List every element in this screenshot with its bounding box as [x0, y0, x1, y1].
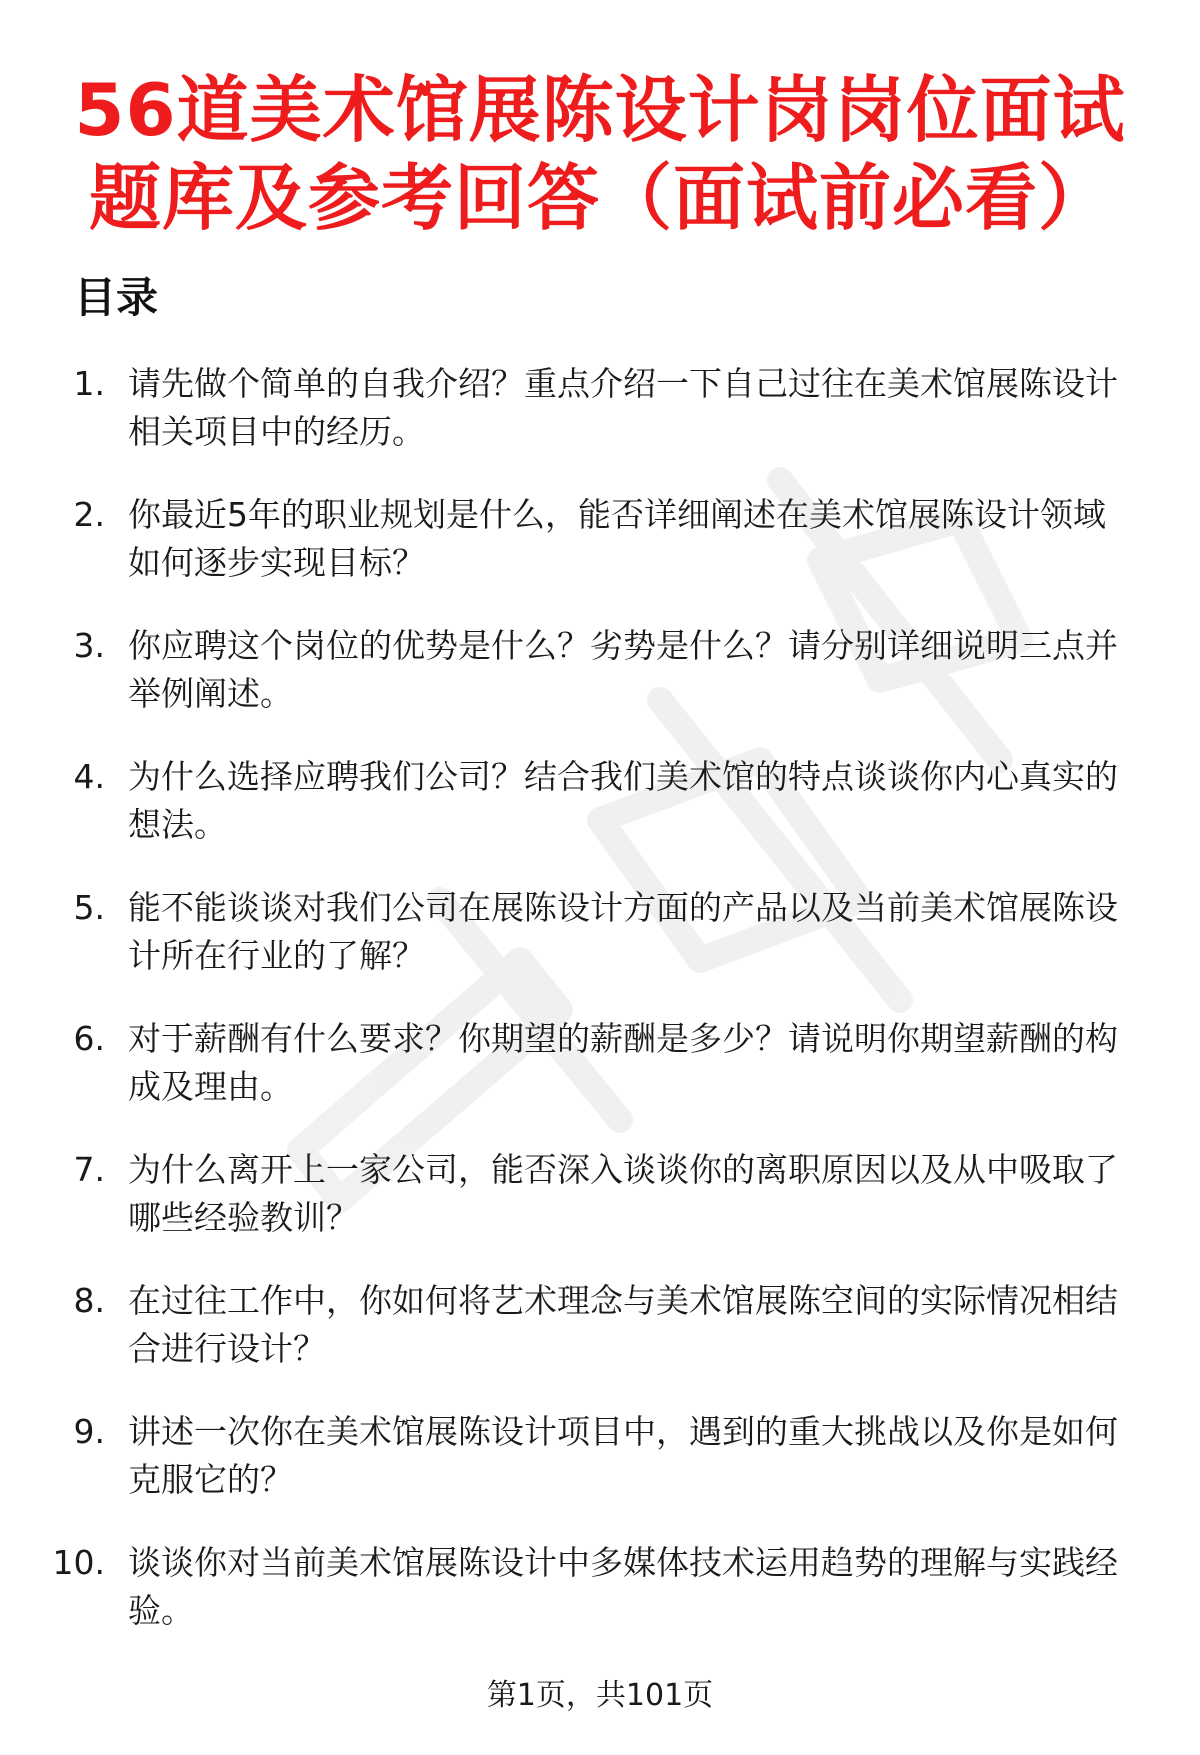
toc-item-1 — [0, 360, 1200, 491]
toc-heading: 目录 — [74, 273, 159, 322]
toc-list — [0, 360, 1200, 1670]
toc-item-text: 谈谈你对当前美术馆展陈设计中多媒体技术运用趋势的理解与实践经验。 — [128, 1543, 1118, 1630]
toc-item-number: 2. — [73, 495, 105, 534]
toc-item-number: 10. — [52, 1543, 105, 1582]
toc-item-5 — [0, 884, 1200, 1015]
toc-item-text: 讲述一次你在美术馆展陈设计项目中，遇到的重大挑战以及你是如何克服它的？ — [128, 1412, 1118, 1499]
toc-item-text: 请先做个简单的自我介绍？重点介绍一下自己过往在美术馆展陈设计相关项目中的经历。 — [128, 364, 1118, 451]
toc-item-2 — [0, 491, 1200, 622]
toc-item-3 — [0, 622, 1200, 753]
toc-item-text: 对于薪酬有什么要求？你期望的薪酬是多少？请说明你期望薪酬的构成及理由。 — [128, 1019, 1118, 1106]
toc-item-text: 为什么选择应聘我们公司？结合我们美术馆的特点谈谈你内心真实的想法。 — [128, 757, 1118, 844]
toc-item-7 — [0, 1146, 1200, 1277]
toc-item-text: 你应聘这个岗位的优势是什么？劣势是什么？请分别详细说明三点并举例阐述。 — [128, 626, 1118, 713]
toc-item-9 — [0, 1408, 1200, 1539]
toc-item-number: 1. — [73, 364, 105, 403]
toc-item-number: 4. — [73, 757, 105, 796]
toc-item-number: 3. — [73, 626, 105, 665]
toc-item-4 — [0, 753, 1200, 884]
page-footer: 第1页，共101页 — [486, 1678, 714, 1713]
toc-item-text: 在过往工作中，你如何将艺术理念与美术馆展陈空间的实际情况相结合进行设计？ — [128, 1281, 1118, 1368]
toc-item-number: 8. — [73, 1281, 105, 1320]
toc-item-text: 为什么离开上一家公司，能否深入谈谈你的离职原因以及从中吸取了哪些经验教训？ — [128, 1150, 1118, 1237]
toc-item-text: 你最近5年的职业规划是什么，能否详细阐述在美术馆展陈设计领域如何逐步实现目标？ — [128, 495, 1106, 582]
document-title: 56道美术馆展陈设计岗岗位面试题库及参考回答（面试前必看） — [74, 68, 1126, 240]
toc-item-number: 5. — [73, 888, 105, 927]
toc-item-10 — [0, 1539, 1200, 1670]
toc-item-number: 9. — [73, 1412, 105, 1451]
toc-item-number: 6. — [73, 1019, 105, 1058]
toc-item-8 — [0, 1277, 1200, 1408]
toc-item-text: 能不能谈谈对我们公司在展陈设计方面的产品以及当前美术馆展陈设计所在行业的了解？ — [128, 888, 1118, 975]
toc-item-6 — [0, 1015, 1200, 1146]
toc-item-number: 7. — [73, 1150, 105, 1189]
